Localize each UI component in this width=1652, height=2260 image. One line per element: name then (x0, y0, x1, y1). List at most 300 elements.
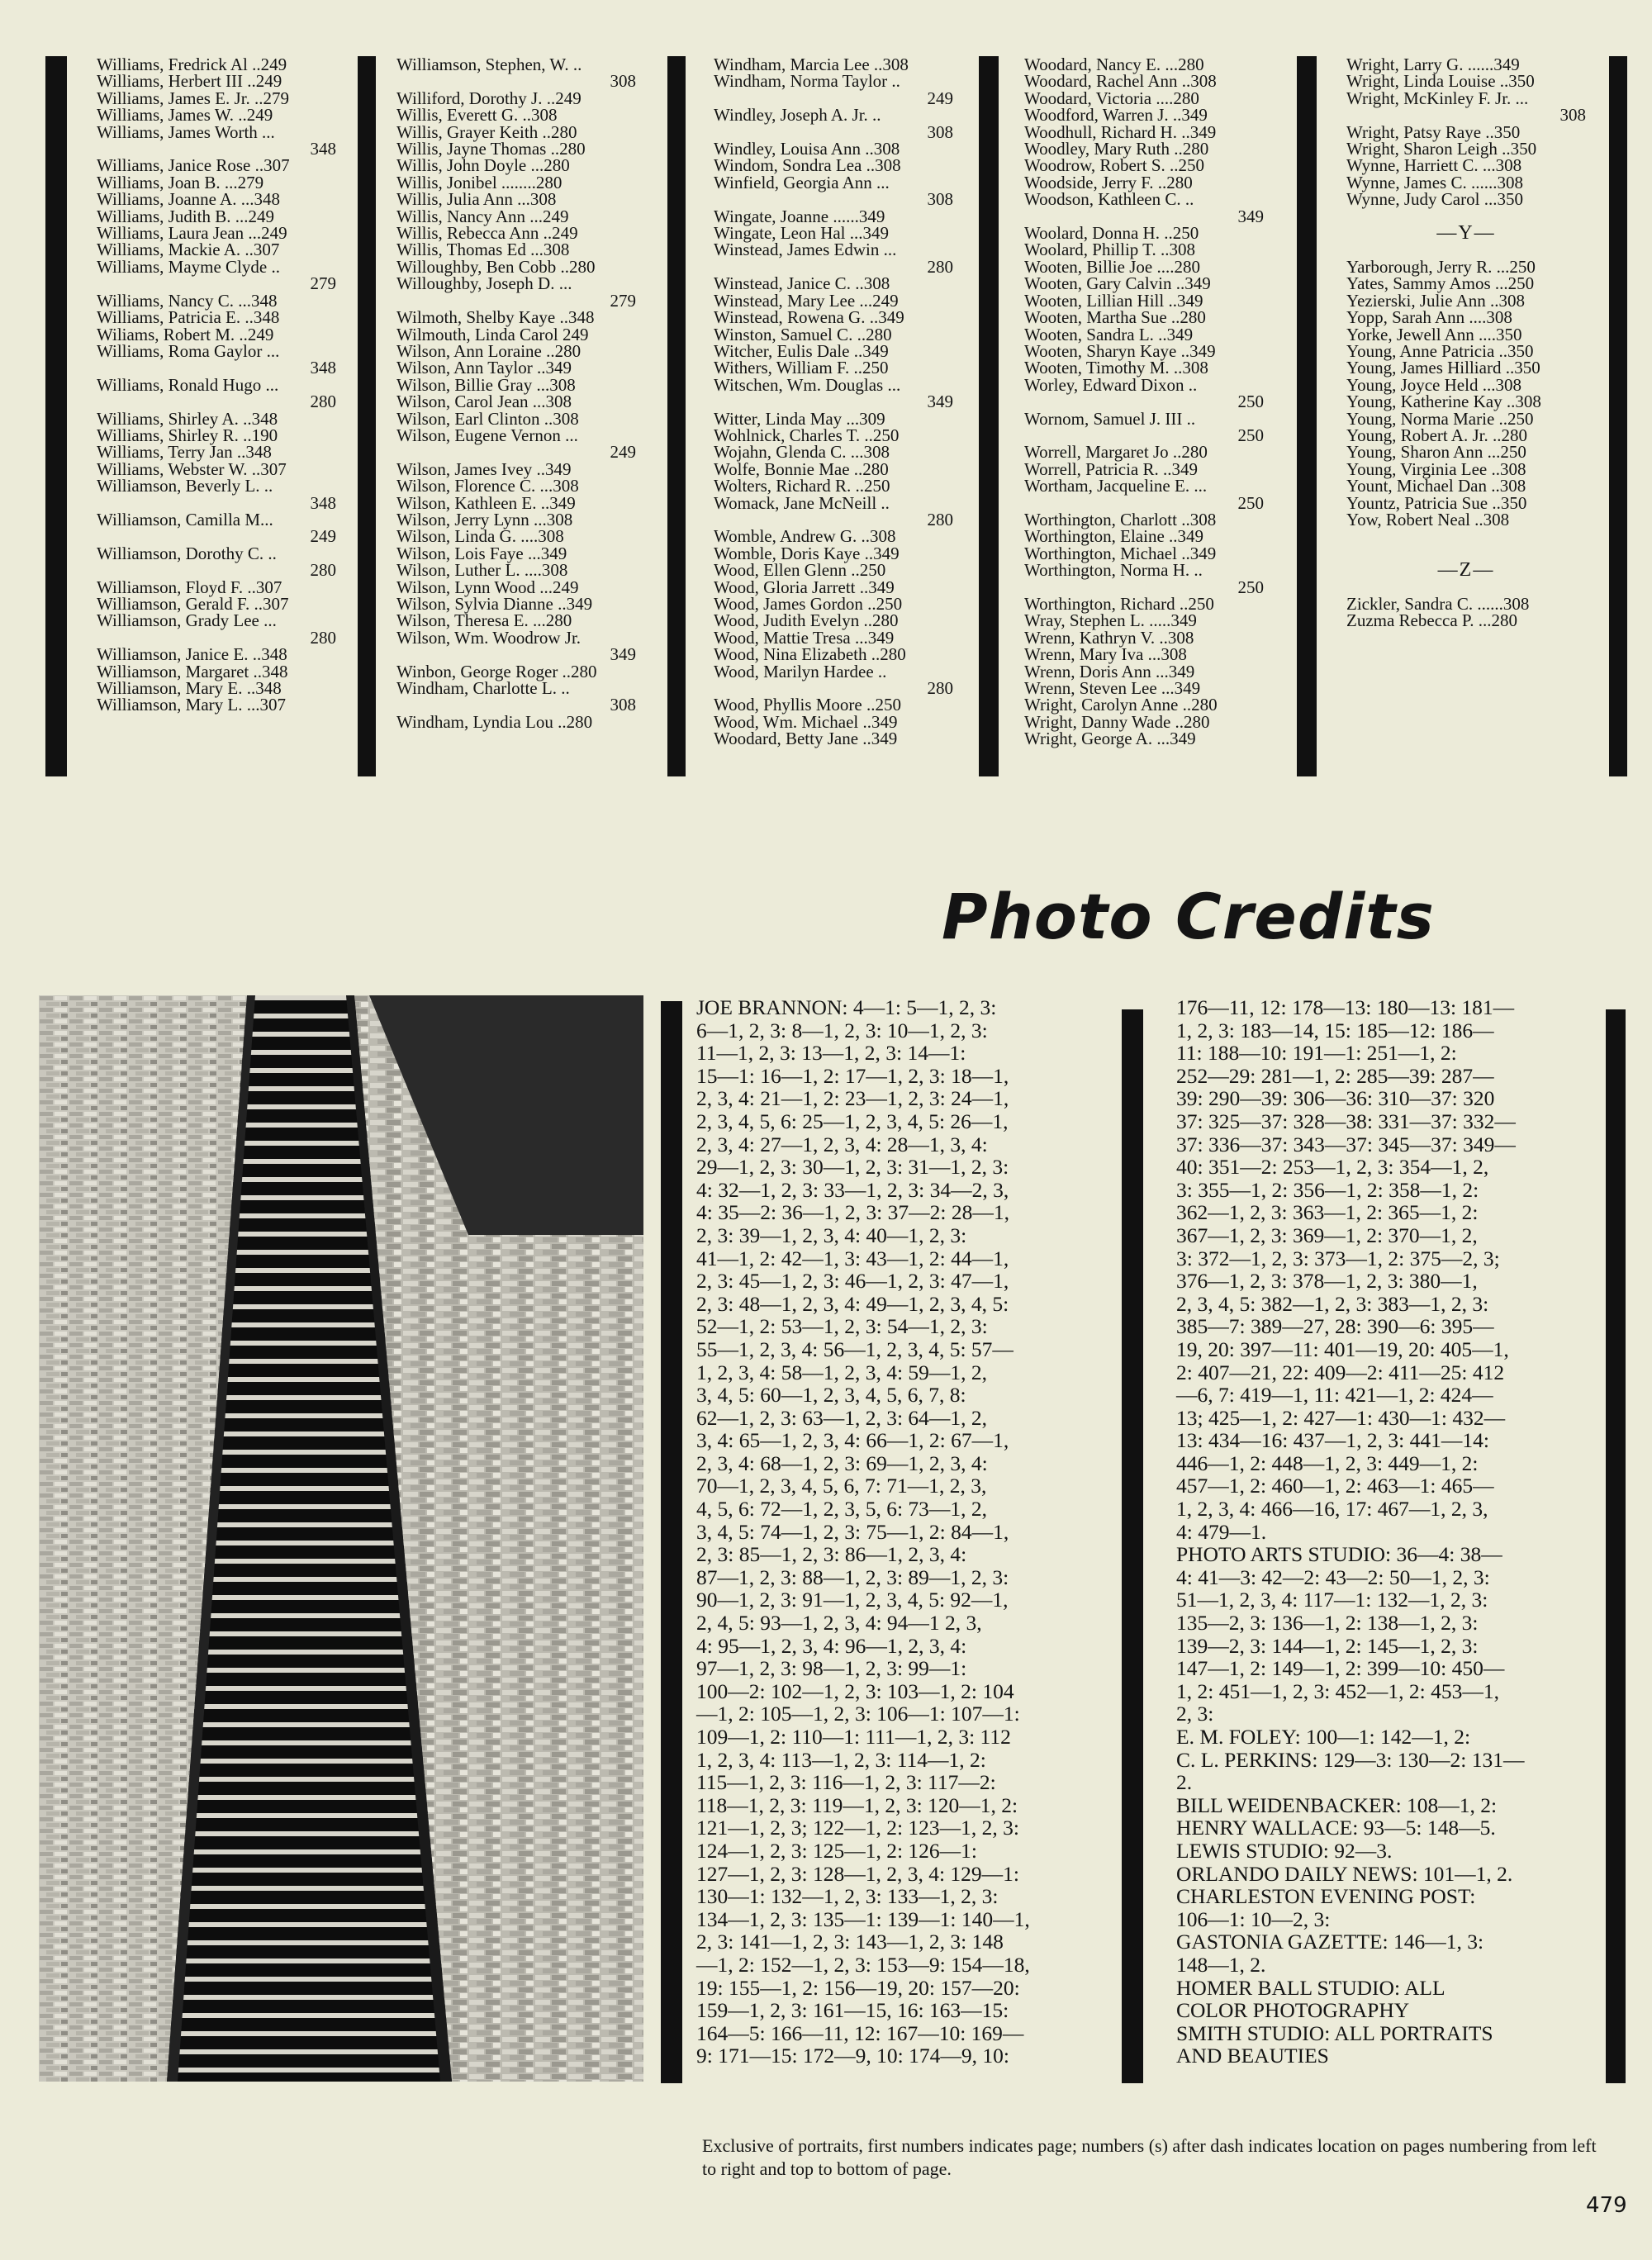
index-entry: Williamson, Stephen, W. .. (396, 55, 582, 74)
index-entry: Williams, James Worth ... (97, 121, 275, 142)
index-entry: Williams, Joan B. ...279 (97, 172, 264, 192)
credit-line: 147—1, 2: 149—1, 2: 399—10: 450— (1176, 1656, 1505, 1681)
credit-line: C. L. PERKINS: 129—3: 130—2: 131— (1176, 1747, 1525, 1772)
credit-line: 159—1, 2, 3: 161—15, 16: 163—15: (696, 1998, 1009, 2023)
credit-line: 13; 425—1, 2: 427—1: 430—1: 432— (1176, 1405, 1506, 1430)
index-entry: Wooten, Martha Sue ..280 (1024, 307, 1206, 328)
index-entry: Willoughby, Ben Cobb ..280 (396, 256, 596, 277)
index-entry: Wilson, Carol Jean ...308 (396, 392, 572, 412)
index-entry: Williams, Joanne A. ...348 (97, 189, 280, 210)
index-entry: Wilson, James Ivey ..349 (396, 458, 572, 479)
credit-line: 362—1, 2, 3: 363—1, 2: 365—1, 2: (1176, 1200, 1479, 1225)
credit-line: 6—1, 2, 3: 8—1, 2, 3: 10—1, 2, 3: (696, 1018, 988, 1042)
index-entry: Wortham, Jacqueline E. ... (1024, 476, 1208, 496)
credit-line: 252—29: 281—1, 2: 285—39: 287— (1176, 1063, 1494, 1088)
index-entry: Witter, Linda May ...309 (714, 408, 885, 429)
credit-line: 130—1: 132—1, 2, 3: 133—1, 2, 3: (696, 1884, 999, 1909)
credit-line: CHARLESTON EVENING POST: (1176, 1884, 1476, 1909)
index-entry: Willis, Rebecca Ann ..249 (396, 223, 578, 244)
credit-line: 148—1, 2. (1176, 1952, 1266, 1977)
index-entry: Williamson, Mary L. ...307 (97, 695, 286, 715)
credit-line: 135—2, 3: 136—1, 2: 138—1, 2, 3: (1176, 1611, 1479, 1636)
credit-line: 13: 434—16: 437—1, 2, 3: 441—14: (1176, 1428, 1489, 1453)
index-entry: Wood, Nina Elizabeth ..280 (714, 644, 906, 665)
credit-line: 2, 3: (1176, 1702, 1214, 1726)
credit-line: 100—2: 102—1, 2, 3: 103—1, 2: 104 (696, 1678, 1014, 1703)
index-entry: 250 (1237, 425, 1264, 445)
credit-line: 3, 4, 5: 74—1, 2, 3: 75—1, 2: 84—1, (696, 1519, 1009, 1544)
index-entry: Williamson, Margaret ..348 (97, 661, 288, 681)
index-entry: Worley, Edward Dixon .. (1024, 374, 1198, 395)
index-entry: Wingate, Leon Hal ...349 (714, 223, 890, 244)
index-entry: Wood, Wm. Michael ..349 (714, 711, 898, 732)
index-entry: Wright, Sharon Leigh ..350 (1346, 139, 1537, 159)
index-entry: Winfield, Georgia Ann ... (714, 172, 890, 192)
index-entry: 280 (927, 509, 953, 529)
index-entry: 250 (1237, 392, 1264, 412)
credit-line: 11—1, 2, 3: 13—1, 2, 3: 14—1: (696, 1041, 966, 1066)
index-entry: 280 (310, 627, 336, 648)
credit-line: 2, 3: 85—1, 2, 3: 86—1, 2, 3, 4: (696, 1542, 967, 1567)
index-entry: Williams, James W. ..249 (97, 105, 273, 126)
credit-line: JOE BRANNON: 4—1: 5—1, 2, 3: (696, 995, 997, 1019)
index-entry: Willis, Jayne Thomas ..280 (396, 139, 586, 159)
credit-line: 106—1: 10—2, 3: (1176, 1906, 1331, 1931)
index-entry: 279 (610, 290, 636, 311)
index-entry: Yountz, Patricia Sue ..350 (1346, 492, 1527, 513)
credit-line: 15—1: 16—1, 2: 17—1, 2, 3: 18—1, (696, 1063, 1009, 1088)
credit-line: 2, 3, 4: 27—1, 2, 3, 4: 28—1, 3, 4: (696, 1132, 988, 1156)
credit-line: 176—11, 12: 178—13: 180—13: 181— (1176, 995, 1515, 1019)
credit-line: 97—1, 2, 3: 98—1, 2, 3: 99—1: (696, 1656, 967, 1681)
credit-line: —1, 2: 105—1, 2, 3: 106—1: 107—1: (696, 1702, 1020, 1726)
index-entry: Zuzma Rebecca P. ...280 (1346, 610, 1518, 631)
credit-line: 118—1, 2, 3: 119—1, 2, 3: 120—1, 2: (696, 1792, 1018, 1817)
index-entry: Wright, Carolyn Anne ..280 (1024, 695, 1218, 715)
index-entry: Williamson, Mary E. ..348 (97, 678, 282, 699)
index-entry: Witschen, Wm. Douglas ... (714, 374, 901, 395)
column-rule (358, 56, 376, 776)
index-entry: Worrell, Margaret Jo ..280 (1024, 442, 1208, 463)
index-entry: Young, Anne Patricia ..350 (1346, 340, 1534, 361)
index-entry: Williams, Nancy C. ...348 (97, 290, 278, 311)
credit-line: —6, 7: 419—1, 11: 421—1, 2: 424— (1176, 1383, 1493, 1408)
index-entry: Zickler, Sandra C. ......308 (1346, 594, 1530, 614)
index-entry: Winstead, James Edwin ... (714, 240, 897, 260)
index-entry: Wood, James Gordon ..250 (714, 594, 903, 614)
index-entry: Willoughby, Joseph D. ... (396, 273, 572, 294)
index-entry: Wooten, Gary Calvin ..349 (1024, 273, 1211, 294)
index-entry: Wright, Larry G. ......349 (1346, 55, 1520, 74)
credit-line: 70—1, 2, 3, 4, 5, 6, 7: 71—1, 2, 3, (696, 1474, 987, 1498)
index-entry: Witcher, Eulis Dale ..349 (714, 340, 889, 361)
credit-line: 1, 2: 451—1, 2, 3: 452—1, 2: 453—1, (1176, 1678, 1500, 1703)
index-entry: Windom, Sondra Lea ..308 (714, 155, 901, 176)
index-entry: Wingate, Joanne ......349 (714, 206, 885, 226)
index-entry: Yorke, Jewell Ann ....350 (1346, 324, 1522, 344)
index-entry: Williams, Mayme Clyde .. (97, 256, 280, 277)
index-entry: Williams, Mackie A. ..307 (97, 240, 280, 260)
index-column-5 (1346, 56, 1586, 629)
credit-line: COLOR PHOTOGRAPHY (1176, 1998, 1410, 2023)
index-entry: Wrenn, Steven Lee ...349 (1024, 678, 1201, 699)
index-entry: 308 (610, 695, 636, 715)
credit-line: 62—1, 2, 3: 63—1, 2, 3: 64—1, 2, (696, 1405, 988, 1430)
index-entry: Worthington, Richard ..250 (1024, 594, 1214, 614)
credit-line: 2, 3, 4, 5: 382—1, 2, 3: 383—1, 2, 3: (1176, 1291, 1489, 1316)
index-entry: 279 (310, 273, 336, 294)
index-entry: Williams, Judith B. ...249 (97, 206, 274, 226)
index-entry: Winston, Samuel C. ..280 (714, 324, 892, 344)
index-entry: Worthington, Norma H. .. (1024, 560, 1203, 581)
index-entry: Woodford, Warren J. ..349 (1024, 105, 1208, 126)
credit-line: 127—1, 2, 3: 128—1, 2, 3, 4: 129—1: (696, 1861, 1020, 1886)
index-entry: 349 (1237, 206, 1264, 226)
index-entry: 349 (610, 644, 636, 665)
credit-line: 457—1, 2: 460—1, 2: 463—1: 465— (1176, 1474, 1494, 1498)
credit-line: 3: 355—1, 2: 356—1, 2: 358—1, 2: (1176, 1177, 1479, 1202)
index-entry: Wilson, Lynn Wood ...249 (396, 577, 579, 597)
credit-line: 4: 35—2: 36—1, 2, 3: 37—2: 28—1, (696, 1200, 1009, 1225)
index-entry: Wooten, Timothy M. ..308 (1024, 358, 1208, 378)
index-entry: 349 (927, 392, 953, 412)
index-entry: Young, Sharon Ann ...250 (1346, 442, 1526, 463)
credit-line: GASTONIA GAZETTE: 146—1, 3: (1176, 1930, 1484, 1954)
index-entry: Wright, Linda Louise ..350 (1346, 71, 1535, 92)
index-entry: Windley, Louisa Ann ..308 (714, 139, 900, 159)
index-entry: 280 (927, 678, 953, 699)
column-rule (1122, 1009, 1143, 2083)
credit-line: 37: 325—37: 328—38: 331—37: 332— (1176, 1109, 1516, 1133)
index-entry: Wolters, Richard R. ..250 (714, 476, 890, 496)
index-entry: Wright, George A. ...349 (1024, 729, 1196, 749)
index-entry: Wiliams, Robert M. ..249 (97, 324, 274, 344)
index-entry: Wilson, Eugene Vernon ... (396, 425, 578, 445)
index-entry: Windham, Lyndia Lou ..280 (396, 711, 593, 732)
credit-line: 164—5: 166—11, 12: 167—10: 169— (696, 2020, 1024, 2045)
credit-line: 40: 351—2: 253—1, 2, 3: 354—1, 2, (1176, 1155, 1489, 1180)
index-entry: Woodside, Jerry F. ..280 (1024, 172, 1193, 192)
credit-line: 2. (1176, 1770, 1193, 1795)
index-entry: Woodard, Betty Jane ..349 (714, 729, 898, 749)
index-entry: Yopp, Sarah Ann ....308 (1346, 307, 1512, 328)
index-entry: Williams, Shirley R. ..190 (97, 425, 278, 445)
index-entry: Wood, Gloria Jarrett ..349 (714, 577, 895, 597)
credit-line: 41—1, 2: 42—1, 3: 43—1, 2: 44—1, (696, 1246, 1009, 1270)
index-entry: Wood, Mattie Tresa ...349 (714, 627, 895, 648)
index-entry: Worrell, Patricia R. ..349 (1024, 458, 1199, 479)
index-entry: 250 (1237, 577, 1264, 597)
index-entry: Wood, Phyllis Moore ..250 (714, 695, 901, 715)
index-entry: Willis, Julia Ann ...308 (396, 189, 557, 210)
index-entry: Wilson, Ann Loraine ..280 (396, 340, 582, 361)
credit-line: LEWIS STUDIO: 92—3. (1176, 1838, 1393, 1863)
credit-line: 51—1, 2, 3, 4: 117—1: 132—1, 2, 3: (1176, 1588, 1488, 1612)
index-entry: Withers, William F. ..250 (714, 358, 889, 378)
index-entry (1346, 579, 1586, 596)
footnote: Exclusive of portraits, first numbers indicates page; numbers (s) after dash indicates location on pages numbering from left to right and top to bottom of page. (702, 2135, 1597, 2179)
column-rule (979, 56, 999, 776)
index-entry: Wilson, Sylvia Dianne ..349 (396, 594, 593, 614)
credit-line: 3, 4, 5: 60—1, 2, 3, 4, 5, 6, 7, 8: (696, 1383, 966, 1408)
index-entry: Wilson, Wm. Woodrow Jr. (396, 627, 582, 648)
index-entry: Wilmoth, Shelby Kaye ..348 (396, 307, 595, 328)
column-rule (1297, 56, 1317, 776)
credit-line: SMITH STUDIO: ALL PORTRAITS (1176, 2020, 1493, 2045)
index-entry: Willis, Jonibel ........280 (396, 172, 563, 192)
credit-line: 2, 3, 4: 21—1, 2: 23—1, 2, 3: 24—1, (696, 1086, 1009, 1111)
column-rule (1609, 56, 1627, 776)
index-entry: Wilson, Theresa E. ...280 (396, 610, 572, 631)
credit-line: 55—1, 2, 3, 4: 56—1, 2, 3, 4, 5: 57— (696, 1337, 1014, 1361)
index-entry: Young, Joyce Held ...308 (1346, 374, 1521, 395)
index-entry: Woodard, Nancy E. ...280 (1024, 55, 1204, 74)
credit-line: HOMER BALL STUDIO: ALL (1176, 1975, 1446, 2000)
index-entry: Wohlnick, Charles T. ..250 (714, 425, 900, 445)
index-entry: Wood, Ellen Glenn ..250 (714, 560, 886, 581)
index-entry: Williams, Laura Jean ...249 (97, 223, 287, 244)
credit-line: 2, 3: 39—1, 2, 3, 4: 40—1, 2, 3: (696, 1223, 967, 1247)
index-entry: Williams, James E. Jr. ..279 (97, 88, 290, 108)
credit-line: 4: 32—1, 2, 3: 33—1, 2, 3: 34—2, 3, (696, 1177, 1009, 1202)
index-entry: Windham, Norma Taylor .. (714, 71, 900, 92)
index-entry: 280 (927, 256, 953, 277)
index-entry: Yarborough, Jerry R. ...250 (1346, 256, 1536, 277)
index-column-1 (97, 56, 336, 714)
index-entry: Wilson, Billie Gray ...308 (396, 374, 576, 395)
index-entry: Wright, Patsy Raye ..350 (1346, 121, 1521, 142)
credit-line: 2, 3, 4: 68—1, 2, 3: 69—1, 2, 3, 4: (696, 1450, 988, 1475)
index-entry: Williamson, Camilla M... (97, 509, 273, 529)
index-entry: Williams, Herbert III ..249 (97, 71, 282, 92)
credit-line: 4, 5, 6: 72—1, 2, 3, 5, 6: 73—1, 2, (696, 1497, 988, 1522)
credit-line: 121—1, 2, 3; 122—1, 2: 123—1, 2, 3: (696, 1816, 1020, 1840)
index-entry: Williamson, Floyd F. ..307 (97, 577, 282, 597)
index-entry: Young, Norma Marie ..250 (1346, 408, 1534, 429)
index-entry: Wornom, Samuel J. III .. (1024, 408, 1196, 429)
credit-line: AND BEAUTIES (1176, 2044, 1329, 2068)
index-entry: Wilson, Lois Faye ...349 (396, 543, 567, 563)
index-entry: Willis, Everett G. ..308 (396, 105, 558, 126)
index-entry: Woodson, Kathleen C. .. (1024, 189, 1194, 210)
credit-line: 4: 479—1. (1176, 1519, 1267, 1544)
index-entry: Wojahn, Glenda C. ...308 (714, 442, 890, 463)
credit-line: 37: 336—37: 343—37: 345—37: 349— (1176, 1132, 1516, 1156)
index-entry: Winstead, Mary Lee ...249 (714, 290, 899, 311)
index-entry: 250 (1237, 492, 1264, 513)
index-entry: Williamson, Janice E. ..348 (97, 644, 287, 665)
index-entry: Yow, Robert Neal ..308 (1346, 509, 1510, 529)
index-entry: Wynne, Judy Carol ...350 (1346, 189, 1523, 210)
column-rule (45, 56, 67, 776)
index-entry: Williamson, Gerald F. ..307 (97, 594, 289, 614)
index-entry: Woolard, Donna H. ..250 (1024, 223, 1199, 244)
index-entry: Willis, John Doyle ...280 (396, 155, 570, 176)
credit-line: 52—1, 2: 53—1, 2, 3: 54—1, 2, 3: (696, 1314, 988, 1339)
index-entry: Wynne, James C. ......308 (1346, 172, 1523, 192)
index-entry: Williams, Ronald Hugo ... (97, 374, 279, 395)
credit-line: 9: 171—15: 172—9, 10: 174—9, 10: (696, 2044, 1009, 2068)
credit-line: 2, 3, 4, 5, 6: 25—1, 2, 3, 4, 5: 26—1, (696, 1109, 1009, 1133)
index-entry: Williamson, Dorothy C. .. (97, 543, 277, 563)
index-entry: Wrenn, Kathryn V. ..308 (1024, 627, 1194, 648)
index-entry: Wilson, Kathleen E. ..349 (396, 492, 576, 513)
page-title: Photo Credits (942, 880, 1435, 953)
credit-line: —1, 2: 152—1, 2, 3: 153—9: 154—18, (696, 1952, 1030, 1977)
index-entry: Wood, Marilyn Hardee .. (714, 661, 887, 681)
index-entry: Wilson, Jerry Lynn ...308 (396, 509, 573, 529)
credit-line: 385—7: 389—27, 28: 390—6: 395— (1176, 1314, 1494, 1339)
credit-line: 2, 3: 45—1, 2, 3: 46—1, 2, 3: 47—1, (696, 1269, 1009, 1294)
index-entry: Worthington, Charlott ..308 (1024, 509, 1217, 529)
index-entry: 348 (310, 492, 336, 513)
index-column-3 (714, 56, 953, 748)
credit-line: 3, 4: 65—1, 2, 3, 4: 66—1, 2: 67—1, (696, 1428, 1009, 1453)
index-entry: Wood, Judith Evelyn ..280 (714, 610, 899, 631)
index-entry: 308 (1559, 105, 1586, 126)
index-entry: Williams, Terry Jan ..348 (97, 442, 272, 463)
index-entry: Woodrow, Robert S. ..250 (1024, 155, 1205, 176)
index-entry: Wilson, Ann Taylor ..349 (396, 358, 572, 378)
section-letter: —Y— (1436, 222, 1496, 245)
credit-line: 1, 2, 3, 4: 58—1, 2, 3, 4: 59—1, 2, (696, 1360, 988, 1384)
credit-line: 90—1, 2, 3: 91—1, 2, 3, 4, 5: 92—1, (696, 1588, 1009, 1612)
credit-line: 367—1, 2, 3: 369—1, 2: 370—1, 2, (1176, 1223, 1478, 1247)
index-entry: Wilson, Earl Clinton ..308 (396, 408, 579, 429)
index-entry: Williams, Patricia E. ..348 (97, 307, 280, 328)
index-entry: 348 (310, 139, 336, 159)
index-entry: 280 (310, 392, 336, 412)
index-entry: Yount, Michael Dan ..308 (1346, 476, 1526, 496)
index-entry: Woodley, Mary Ruth ..280 (1024, 139, 1209, 159)
index-entry: 249 (610, 442, 636, 463)
section-letter: —Z— (1437, 559, 1495, 582)
credit-line: 1, 2, 3, 4: 113—1, 2, 3: 114—1, 2: (696, 1747, 986, 1772)
index-entry: Woodhull, Richard H. ..349 (1024, 121, 1217, 142)
credit-line: 39: 290—39: 306—36: 310—37: 320 (1176, 1086, 1495, 1111)
credits-column-right (1176, 996, 1525, 2068)
index-entry: 308 (927, 121, 953, 142)
index-entry: Winbon, George Roger ..280 (396, 661, 597, 681)
column-rule (661, 1001, 682, 2083)
credit-line: ORLANDO DAILY NEWS: 101—1, 2. (1176, 1861, 1513, 1886)
credit-line: BILL WEIDENBACKER: 108—1, 2: (1176, 1792, 1498, 1817)
index-entry: Williams, Roma Gaylor ... (97, 340, 280, 361)
index-entry: Williford, Dorothy J. ..249 (396, 88, 582, 108)
index-entry: Wray, Stephen L. .....349 (1024, 610, 1197, 631)
credit-line: 1, 2, 3, 4: 466—16, 17: 467—1, 2, 3, (1176, 1497, 1488, 1522)
page-number: 479 (1586, 2193, 1627, 2218)
credit-line: 2: 407—21, 22: 409—2: 411—25: 412 (1176, 1360, 1505, 1384)
index-entry: Willis, Thomas Ed ...308 (396, 240, 570, 260)
index-column-2 (396, 56, 636, 730)
credit-line: 139—2, 3: 144—1, 2: 145—1, 2, 3: (1176, 1633, 1479, 1658)
index-entry: 308 (927, 189, 953, 210)
index-entry: Wright, Danny Wade ..280 (1024, 711, 1210, 732)
index-entry: Willis, Nancy Ann ...249 (396, 206, 569, 226)
credit-line: 376—1, 2, 3: 378—1, 2, 3: 380—1, (1176, 1269, 1478, 1294)
credit-line: 19, 20: 397—11: 401—19, 20: 405—1, (1176, 1337, 1509, 1361)
index-entry: Williamson, Beverly L. .. (97, 476, 273, 496)
index-entry: Wilson, Florence C. ...308 (396, 476, 579, 496)
credit-line: PHOTO ARTS STUDIO: 36—4: 38— (1176, 1542, 1502, 1567)
index-entry: 249 (310, 526, 336, 547)
index-entry: 280 (310, 560, 336, 581)
index-entry: Womble, Doris Kaye ..349 (714, 543, 900, 563)
index-entry: Wilson, Linda G. ....308 (396, 526, 564, 547)
index-entry: Williams, Webster W. ..307 (97, 458, 287, 479)
index-entry: Young, James Hilliard ..350 (1346, 358, 1540, 378)
index-entry: Young, Virginia Lee ..308 (1346, 458, 1526, 479)
index-entry: Worthington, Elaine ..349 (1024, 526, 1204, 547)
credit-line: 4: 95—1, 2, 3, 4: 96—1, 2, 3, 4: (696, 1633, 967, 1658)
credit-line: HENRY WALLACE: 93—5: 148—5. (1176, 1816, 1496, 1840)
index-entry: Young, Katherine Kay ..308 (1346, 392, 1541, 412)
index-entry: Windley, Joseph A. Jr. .. (714, 105, 881, 126)
index-column-4 (1024, 56, 1264, 748)
index-entry: Winstead, Rowena G. ..349 (714, 307, 904, 328)
credit-line: 87—1, 2, 3: 88—1, 2, 3: 89—1, 2, 3: (696, 1564, 1009, 1589)
column-rule (1606, 1009, 1626, 2083)
index-entry: Williams, Janice Rose ..307 (97, 155, 290, 176)
index-entry: Wooten, Billie Joe ....280 (1024, 256, 1200, 277)
index-entry: Wilmouth, Linda Carol 249 (396, 324, 589, 344)
index-entry: Williams, Shirley A. ..348 (97, 408, 278, 429)
index-entry: Williams, Fredrick Al ..249 (97, 55, 287, 74)
credit-line: 2, 3: 48—1, 2, 3, 4: 49—1, 2, 3, 4, 5: (696, 1291, 1009, 1316)
column-rule (667, 56, 686, 776)
credit-line: 19: 155—1, 2: 156—19, 20: 157—20: (696, 1975, 1020, 2000)
index-entry: Yezierski, Julie Ann ..308 (1346, 290, 1526, 311)
index-entry: 308 (610, 71, 636, 92)
index-entry: Wrenn, Doris Ann ...349 (1024, 661, 1195, 681)
index-entry: Wolfe, Bonnie Mae ..280 (714, 458, 889, 479)
credit-line: 124—1, 2, 3: 125—1, 2: 126—1: (696, 1838, 978, 1863)
credit-line: 109—1, 2: 110—1: 111—1, 2, 3: 112 (696, 1725, 1011, 1749)
credit-line: 446—1, 2: 448—1, 2, 3: 449—1, 2: (1176, 1450, 1479, 1475)
index-entry: Womble, Andrew G. ..308 (714, 526, 896, 547)
credit-line: 11: 188—10: 191—1: 251—1, 2: (1176, 1041, 1457, 1066)
credit-line: 2, 4, 5: 93—1, 2, 3, 4: 94—1 2, 3, (696, 1611, 982, 1636)
index-entry: Wooten, Sharyn Kaye ..349 (1024, 340, 1216, 361)
index-entry: Womack, Jane McNeill .. (714, 492, 890, 513)
stairway-photograph (39, 995, 643, 2082)
index-entry: Wright, McKinley F. Jr. ... (1346, 88, 1529, 108)
credits-column-left (696, 996, 1030, 2068)
credit-line: 134—1, 2, 3: 135—1: 139—1: 140—1, (696, 1906, 1030, 1931)
index-entry: Worthington, Michael ..349 (1024, 543, 1217, 563)
index-entry: Wooten, Lillian Hill ..349 (1024, 290, 1203, 311)
index-entry: Willis, Grayer Keith ..280 (396, 121, 577, 142)
index-entry: 249 (927, 88, 953, 108)
credit-line: E. M. FOLEY: 100—1: 142—1, 2: (1176, 1725, 1471, 1749)
credit-line: 3: 372—1, 2, 3: 373—1, 2: 375—2, 3; (1176, 1246, 1500, 1270)
index-entry: Williamson, Grady Lee ... (97, 610, 277, 631)
index-entry: Windham, Charlotte L. .. (396, 678, 570, 699)
index-entry: Wooten, Sandra L. ..349 (1024, 324, 1194, 344)
index-entry: Yates, Sammy Amos ...250 (1346, 273, 1535, 294)
index-entry: Woodard, Rachel Ann ..308 (1024, 71, 1217, 92)
index-entry (1346, 241, 1586, 258)
index-entry: Young, Robert A. Jr. ..280 (1346, 425, 1527, 445)
credit-line: 2, 3: 141—1, 2, 3: 143—1, 2, 3: 148 (696, 1930, 1004, 1954)
index-entry: 348 (310, 358, 336, 378)
index-entry: Winstead, Janice C. ..308 (714, 273, 890, 294)
index-entry: Woodard, Victoria ....280 (1024, 88, 1199, 108)
index-entry: Woolard, Phillip T. ..308 (1024, 240, 1195, 260)
index-entry: Wynne, Harriett C. ...308 (1346, 155, 1522, 176)
index-entry: Wrenn, Mary Iva ...308 (1024, 644, 1187, 665)
